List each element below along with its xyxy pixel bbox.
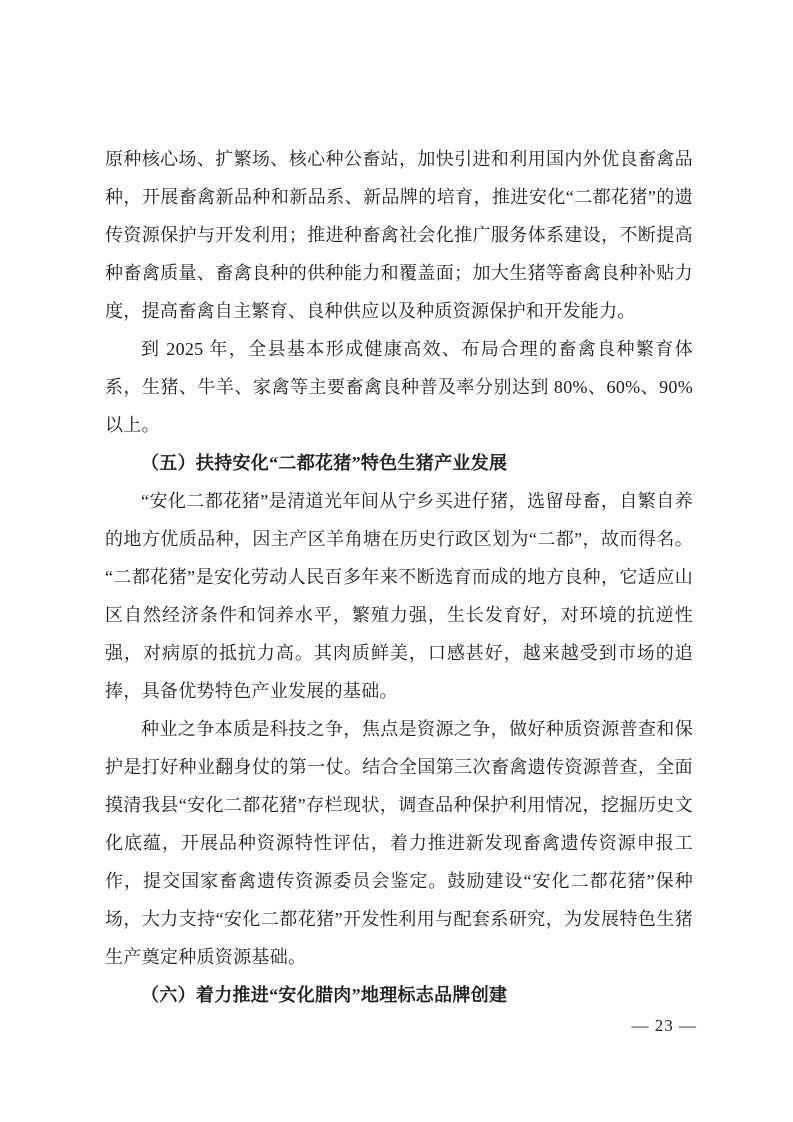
paragraph-breeding-system: 原种核心场、扩繁场、核心种公畜站，加快引进和利用国内外优良畜禽品种，开展畜禽新品种和新品系、新品牌的培育，推进安化“二都花猪”的遗传资源保护与开发利用；推进种畜禽社会化推广服务体系建设，不断提高种畜禽质量、畜禽良种的供种能力和覆盖面；加大生猪等畜禽良种补贴力度，提高畜禽自主繁育、良种供应以及种质资源保护和开发能力。 xyxy=(105,149,693,321)
section-heading-6: （六）着力推进“安化腊肉”地理标志品牌创建 xyxy=(141,985,508,1005)
paragraph-germplasm-resources: 种业之争本质是科技之争，焦点是资源之争，做好种质资源普查和保护是打好种业翻身仗的第一仗。结合全国第三次畜禽遗传资源普查，全面摸清我县“安化二都花猪”存栏现状，调查品种保护利用情况，挖掘历史文化底蕴，开展品种资源特性评估，着力推进新发现畜禽遗传资源申报工作，提交国家畜禽遗传资源委员会鉴定。鼓励建设“安化二都花猪”保种场，大力支持“安化二都花猪”开发性利用与配套系研究，为发展特色生猪生产奠定种质资源基础。 xyxy=(105,719,693,967)
page-number: — 23 — xyxy=(631,1016,697,1035)
section-heading-5: （五）扶持安化“二都花猪”特色生猪产业发展 xyxy=(141,453,508,473)
paragraph-2025-target: 到 2025 年，全县基本形成健康高效、布局合理的畜禽良种繁育体系，生猪、牛羊、家禽等主要畜禽良种普及率分别达到 80%、60%、90%以上。 xyxy=(105,339,693,435)
paragraph-erdu-pig-intro: “安化二都花猪”是清道光年间从宁乡买进仔猪，选留母畜，自繁自养的地方优质品种，因主产区羊角塘在历史行政区划为“二都”，故而得名。“二都花猪”是安化劳动人民百多年来不断选育而成的地方良种，它适应山区自然经济条件和饲养水平，繁殖力强，生长发育好，对环境的抗逆性强，对病原的抵抗力高。其肉质鲜美，口感甚好，越来越受到市场的追捧，具备优势特色产业发展的基础。 xyxy=(105,491,693,701)
page-body xyxy=(105,140,693,1014)
